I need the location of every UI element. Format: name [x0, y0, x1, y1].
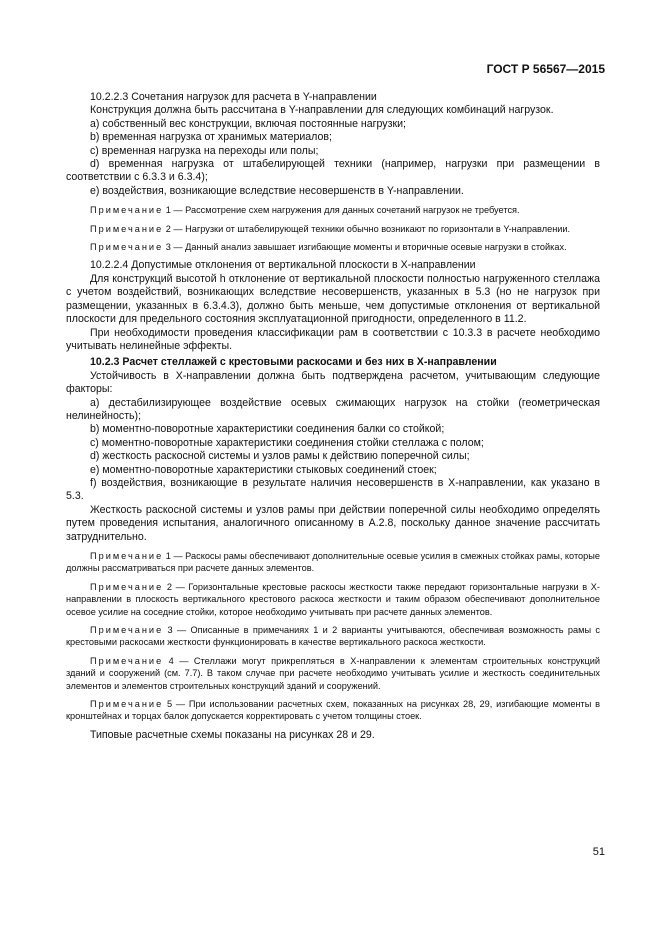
list-item: d) жесткость раскосной системы и узлов рамы к действию поперечной силы;: [90, 450, 470, 463]
list-item: d) временная нагрузка от штабелирующей техники (например, нагрузки при размещении в соответствии с 6.3.3 и 6.3.4);: [66, 158, 600, 184]
standard-header: ГОСТ Р 56567—2015: [486, 62, 605, 76]
note-text: 2 — Нагрузки от штабелирующей техники обычно возникают по горизонтали в Y-направлении.: [165, 223, 571, 234]
section-1023-intro: Устойчивость в X-направлении должна быть подтверждена расчетом, учитывающим следующие факторы:: [66, 369, 600, 396]
note-label: Примечание: [90, 242, 164, 253]
page-content: [66, 91, 600, 742]
list-item: а) дестабилизирующее воздействие осевых сжимающих нагрузок на стойки (геометрическая нелинейность);: [66, 396, 600, 422]
note-text: 1 — Рассмотрение схем нагружения для данных сочетаний нагрузок не требуется.: [165, 205, 520, 216]
note-5: [66, 698, 600, 723]
note-label: Примечание: [90, 699, 164, 710]
section-10223-intro: Конструкция должна быть рассчитана в Y-направлении для следующих комбинаций нагрузок.: [90, 104, 554, 117]
note-label: Примечание: [90, 655, 164, 666]
note-2: [66, 223, 600, 235]
section-10223-title: 10.2.2.3 Сочетания нагрузок для расчета в Y-направлении: [90, 91, 377, 103]
list-item: с) временная нагрузка на переходы или полы;: [90, 144, 319, 157]
note-2: [66, 581, 600, 618]
list-item: а) собственный вес конструкции, включая постоянные нагрузки;: [90, 117, 406, 130]
list-item: f) воздействия, возникающие в результате наличия несовершенств в X-направлении, как указано в 5.3.: [66, 476, 600, 503]
note-text: 3 — Описанные в примечаниях 1 и 2 варианты учитываются, обеспечивая возможность рамы с крестовыми раскосами жесткости функционировать в качестве вертикального раскоса жесткости.: [66, 625, 600, 648]
section-10224-title: 10.2.2.4 Допустимые отклонения от вертикальной плоскости в X-направлении: [90, 259, 476, 272]
stiffness-paragraph: Жесткость раскосной системы и узлов рамы при действии поперечной силы необходимо определять путем проведения испытания, аналогичного описанному в А.2.8, поскольку данное значение рассчитать затруднительно.: [66, 503, 600, 543]
list-item: е) воздействия, возникающие вследствие несовершенств в Y-направлении.: [90, 184, 464, 197]
note-1: [66, 204, 600, 216]
note-label: Примечание: [90, 581, 164, 592]
note-label: Примечание: [90, 625, 164, 636]
note-text: 1 — Раскосы рамы обеспечивают дополнительные осевые усилия в смежных стойках рамы, которые должны рассматриваться при расчете данных элементов.: [66, 551, 600, 574]
section-10224-paragraph: Для конструкций высотой h отклонение от вертикальной плоскости полностью нагруженного стеллажа с учетом воздействий, возникающих вследствие несовершенств, указанных в 5.3 (но не нагрузок при размещении, указанных в 6.3.4.3), должно быть меньше, чем допустимые отклонения от вертикальной плоскости для предельного состояния эксплуатационной пригодности, определенного в 11.2.: [66, 272, 600, 326]
note-4: [66, 655, 600, 692]
closing-paragraph: Типовые расчетные схемы показаны на рисунках 28 и 29.: [90, 728, 375, 741]
section-10224-paragraph: При необходимости проведения классификации рам в соответствии с 10.3.3 в расчете необходимо учитывать нелинейные эффекты.: [66, 326, 600, 352]
note-text: 4 — Стеллажи могут прикрепляться в X-направлении к элементам строительных конструкций зданий и сооружений (см. 7.7). В таком случае при расчете необходимо учитывать усилие и жесткость соединительных элементов и элементов строительных конструкций зданий и сооружений.: [66, 655, 600, 691]
list-item: b) временная нагрузка от хранимых материалов;: [90, 131, 332, 144]
note-label: Примечание: [90, 205, 164, 216]
note-label: Примечание: [90, 223, 164, 234]
note-1: [66, 550, 600, 575]
note-text: 3 — Данный анализ завышает изгибающие моменты и вторичные осевые нагрузки в стойках.: [165, 242, 567, 253]
note-3: [66, 624, 600, 649]
note-3: [66, 241, 600, 253]
note-text: 5 — При использовании расчетных схем, показанных на рисунках 28, 29, изгибающие моменты в кронштейнах и торцах балок допускается корректировать с учетом толщины стоек.: [66, 699, 600, 722]
note-label: Примечание: [90, 551, 164, 561]
note-text: 2 — Горизонтальные крестовые раскосы жесткости также передают горизонтальные нагрузки в X-направлении в плоскость вертикального крестового раскоса жесткости и таким образом обеспечивают дополнительное осевое усилие на соседние стойки, которое необходимо учитывать при расчете данных элементов.: [66, 581, 600, 617]
list-item: b) моментно-поворотные характеристики соединения балки со стойкой;: [90, 423, 445, 436]
page-number: 51: [592, 846, 605, 858]
section-1023-title: 10.2.3 Расчет стеллажей с крестовыми раскосами и без них в X-направлении: [90, 356, 497, 369]
list-item: е) моментно-поворотные характеристики стыковых соединений стоек;: [90, 463, 437, 476]
list-item: с) моментно-поворотные характеристики соединения стойки стеллажа с полом;: [90, 436, 484, 449]
